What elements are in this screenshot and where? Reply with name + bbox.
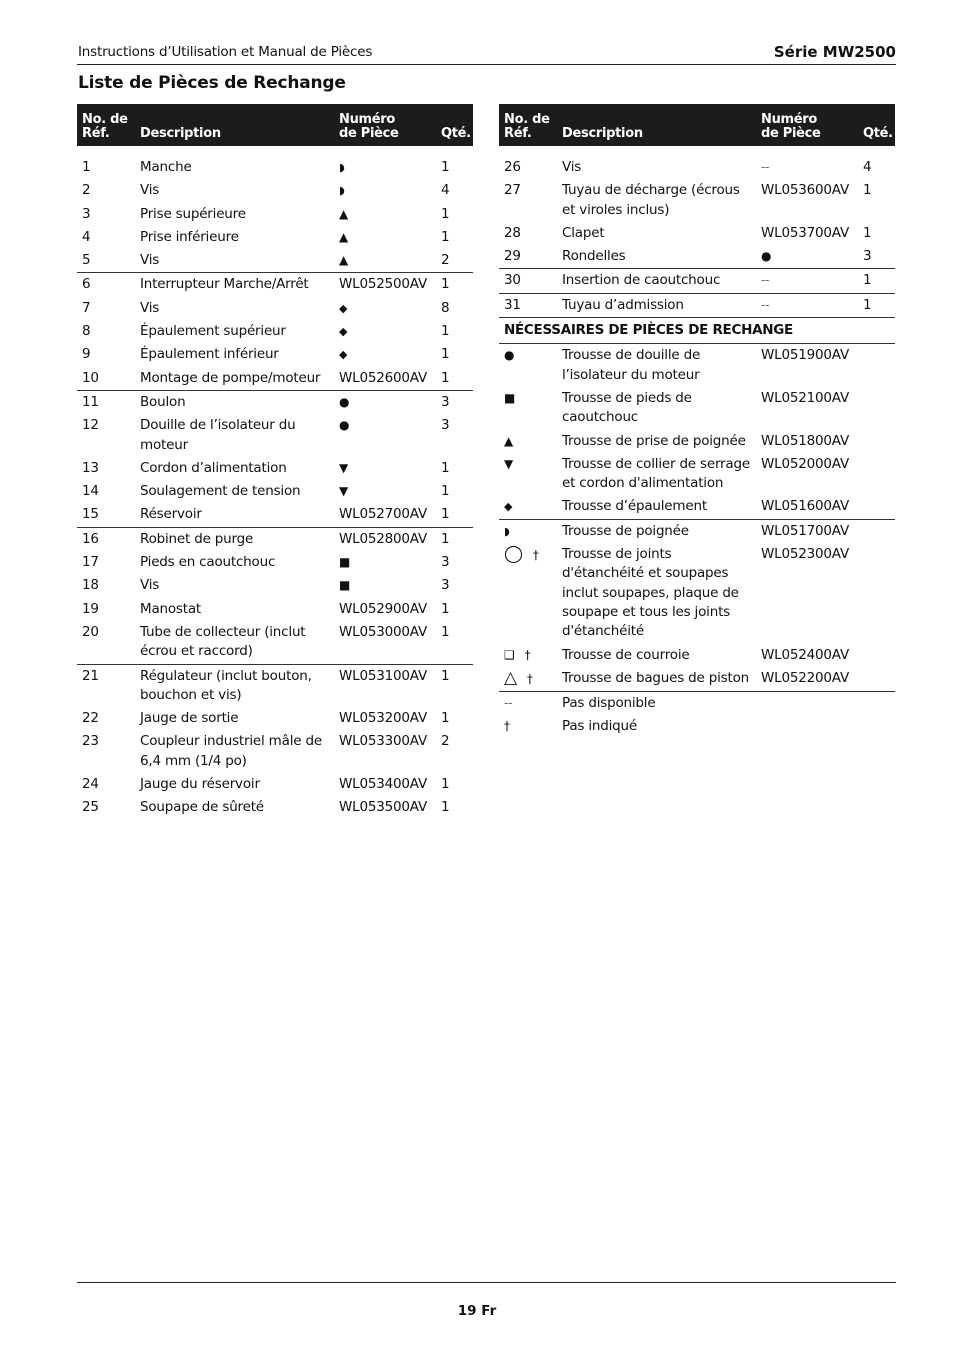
description-cell: Tuyau de décharge (écrous et viroles inclus)	[562, 182, 740, 218]
square-icon: ■	[339, 555, 351, 570]
table-row	[77, 457, 473, 480]
kit-row	[499, 387, 895, 430]
kit-row	[499, 519, 895, 543]
ref-number-cell: 21	[77, 664, 135, 707]
table-row	[77, 527, 473, 551]
description-cell: Douille de l’isolateur du moteur	[140, 417, 296, 453]
description-cell: Interrupteur Marche/Arrêt	[135, 273, 334, 297]
quantity-cell: 1	[441, 710, 450, 727]
kit-symbol-cell	[499, 430, 557, 453]
triangle-down-icon: ▼	[504, 456, 514, 471]
part-number-cell: WL053100AV	[334, 664, 436, 707]
kit-description-cell: Trousse de prise de poignée	[562, 432, 746, 449]
description-cell: Manche	[140, 159, 192, 175]
quantity-cell: 1	[863, 224, 872, 241]
quantity-cell: 4	[441, 182, 450, 199]
kit-row	[499, 644, 895, 667]
quantity-cell: 1	[441, 369, 450, 386]
kit-part-number-cell: WL052400AV	[761, 646, 850, 663]
kit-description-cell: Trousse de courroie	[562, 646, 690, 663]
table-row	[77, 551, 473, 574]
kit-symbol-cell	[499, 495, 557, 519]
description-cell: Insertion de caoutchouc	[557, 269, 756, 293]
ref-number-cell: 9	[82, 346, 91, 363]
quantity-cell: 1	[436, 527, 473, 551]
part-number-cell: --	[756, 269, 858, 293]
quantity-cell: 1	[436, 273, 473, 297]
description-cell: Tuyau d’admission	[557, 293, 756, 317]
table-row	[77, 273, 473, 297]
table-row	[499, 222, 895, 245]
kit-symbol-cell	[499, 667, 557, 692]
kit-row	[499, 543, 895, 643]
triangle-outline-icon: △	[504, 667, 517, 688]
table-row	[499, 245, 895, 269]
dagger-icon: †	[524, 647, 531, 662]
kit-part-number-cell: WL051700AV	[756, 519, 858, 543]
quantity-cell: 3	[441, 554, 450, 571]
description-cell: Vis	[140, 577, 160, 594]
circle-outline-icon: ◯	[504, 544, 523, 565]
kit-row	[499, 344, 895, 387]
table-row	[77, 598, 473, 621]
legend-row	[499, 692, 895, 716]
square-icon: ■	[339, 578, 351, 593]
description-cell: Soulagement de tension	[140, 483, 301, 500]
legend-row	[499, 715, 895, 738]
quantity-cell: 1	[441, 228, 450, 245]
description-cell: Vis	[562, 159, 582, 175]
ref-number-cell: 24	[82, 776, 99, 793]
description-cell: Rondelles	[562, 248, 626, 265]
kit-part-number-cell: WL051900AV	[761, 347, 850, 364]
kit-description-cell: Trousse de bagues de piston	[557, 667, 756, 692]
kit-symbol-cell	[499, 453, 557, 496]
ref-number-cell: 2	[82, 182, 91, 199]
circle-icon: ●	[334, 390, 436, 414]
circle-icon: ●	[339, 418, 350, 433]
ref-number-cell: 20	[82, 623, 99, 640]
quantity-cell: 1	[441, 323, 450, 340]
col-qty-header: Qté.	[858, 104, 895, 146]
quantity-cell: 1	[858, 293, 895, 317]
quantity-cell: 1	[436, 664, 473, 707]
table-row	[499, 179, 895, 222]
ref-number-cell: 14	[82, 483, 99, 500]
kit-symbol-cell	[499, 519, 557, 543]
header-divider	[77, 64, 896, 65]
kit-description-cell: Trousse de douille de l’isolateur du moteur	[562, 347, 701, 383]
quantity-cell: 1	[441, 159, 450, 175]
diamond-icon: ◆	[339, 325, 348, 339]
table-row	[77, 343, 473, 366]
description-cell: Épaulement inférieur	[140, 346, 279, 363]
col-ref-header: No. de Réf.	[499, 104, 557, 146]
quantity-cell: 8	[441, 299, 450, 316]
square-icon: ■	[504, 390, 516, 405]
table-row	[77, 707, 473, 730]
parts-table-header	[77, 104, 473, 146]
table-row	[499, 293, 895, 317]
description-cell: Tube de collecteur (inclut écrou et raccord)	[140, 623, 306, 660]
description-cell: Clapet	[562, 224, 605, 241]
kit-description-cell: Trousse de pieds de caoutchouc	[562, 389, 692, 426]
triangle-up-icon: ▲	[339, 253, 349, 268]
circle-icon: ●	[504, 348, 515, 363]
kit-row	[499, 453, 895, 496]
table-row	[499, 269, 895, 293]
table-row	[77, 320, 473, 343]
quantity-cell: 3	[441, 577, 450, 594]
col-description-header: Description	[557, 104, 756, 146]
page-title: Liste de Pièces de Rechange	[78, 73, 346, 93]
kit-part-number-cell: WL052300AV	[761, 546, 850, 563]
table-row	[77, 621, 473, 664]
kit-symbol-cell	[499, 644, 557, 667]
triangle-down-icon: ▼	[339, 484, 349, 499]
quantity-cell: 1	[441, 799, 450, 816]
quantity-cell: 1	[441, 506, 450, 523]
diamond-icon: ◆	[339, 348, 348, 362]
half-circle-icon: ◗	[339, 161, 345, 174]
description-cell: Régulateur (inclut bouton, bouchon et vis)	[135, 664, 334, 707]
part-number-cell: WL052800AV	[334, 527, 436, 551]
quantity-cell: 1	[441, 600, 450, 617]
description-cell: Soupape de sûreté	[140, 799, 264, 816]
document-header-title: Instructions d’Utilisation et Manual de Pièces	[78, 44, 373, 60]
parts-table-header	[499, 104, 895, 146]
part-number-cell: WL053400AV	[339, 776, 428, 793]
col-description-header: Description	[135, 104, 334, 146]
col-part-number-header: Numéro de Pièce	[756, 104, 858, 146]
ref-number-cell: 17	[82, 554, 99, 571]
quantity-cell: 4	[863, 159, 872, 175]
description-cell: Vis	[140, 299, 160, 316]
ref-number-cell: 3	[82, 205, 91, 222]
ref-number-cell: 26	[504, 159, 521, 175]
description-cell: Robinet de purge	[135, 527, 334, 551]
kit-symbol-cell	[499, 543, 557, 643]
part-number-cell: WL053200AV	[339, 710, 428, 727]
table-row	[77, 503, 473, 527]
ref-number-cell: 10	[82, 369, 99, 386]
part-number-cell: WL053700AV	[761, 224, 850, 241]
half-circle-icon: ◗	[504, 524, 510, 538]
footer-divider	[77, 1282, 896, 1283]
kit-row	[499, 430, 895, 453]
table-row	[77, 297, 473, 320]
quantity-cell: 3	[863, 248, 872, 265]
ref-number-cell: 23	[82, 733, 99, 750]
table-row	[77, 664, 473, 707]
quantity-cell: 1	[441, 346, 450, 363]
quantity-cell: 1	[441, 776, 450, 793]
triangle-up-icon: ▲	[339, 206, 349, 221]
table-row	[77, 730, 473, 773]
legend-description: Pas indiqué	[562, 718, 637, 735]
description-cell: Prise supérieure	[140, 205, 246, 222]
table-row	[77, 156, 473, 179]
ref-number-cell: 25	[82, 799, 99, 816]
part-number-cell: WL053500AV	[339, 799, 428, 816]
dash-symbol: --	[504, 696, 513, 711]
ref-number-cell: 22	[82, 710, 99, 727]
quantity-cell: 1	[441, 205, 450, 222]
ref-number-cell: 19	[82, 600, 99, 617]
half-circle-icon: ◗	[339, 184, 345, 198]
table-row	[77, 179, 473, 202]
table-row	[77, 414, 473, 457]
page-number: 19 Fr	[457, 1303, 497, 1319]
description-cell: Cordon d’alimentation	[140, 459, 287, 476]
part-number-cell: WL053300AV	[339, 733, 428, 750]
description-cell: Prise inférieure	[140, 228, 239, 245]
table-row	[77, 480, 473, 503]
quantity-cell: 2	[441, 733, 450, 750]
dagger-icon: †	[526, 671, 533, 686]
diamond-icon: ◆	[504, 500, 513, 514]
square-outline-icon: ❑	[504, 647, 515, 662]
description-cell: Vis	[140, 252, 160, 269]
kit-description-cell: Trousse de collier de serrage et cordon d'alimentation	[562, 455, 750, 492]
quantity-cell: 2	[441, 252, 450, 269]
quantity-cell: 1	[858, 269, 895, 293]
ref-number-cell: 5	[82, 252, 91, 269]
diamond-icon: ◆	[339, 301, 348, 315]
part-number-cell: WL053600AV	[761, 182, 850, 199]
part-number-cell: WL053000AV	[339, 623, 428, 640]
kits-section-title: NÉCESSAIRES DE PIÈCES DE RECHANGE	[499, 318, 895, 344]
kit-description-cell: Trousse d’épaulement	[562, 498, 707, 515]
table-row	[499, 156, 895, 179]
description-cell: Réservoir	[140, 506, 202, 523]
quantity-cell: 3	[441, 417, 450, 434]
triangle-up-icon: ▲	[504, 433, 514, 448]
kit-row	[499, 495, 895, 519]
description-cell: Jauge du réservoir	[140, 776, 260, 793]
table-row	[77, 574, 473, 597]
ref-number-cell: 31	[499, 293, 557, 317]
kit-description-cell: Trousse de joints d'étanchéité et soupapes inclut soupapes, plaque de soupape et tous les joints d'étanchéité	[562, 546, 739, 640]
table-row	[77, 226, 473, 249]
ref-number-cell: 8	[82, 323, 91, 340]
part-number-cell: WL052900AV	[339, 600, 428, 617]
ref-number-cell: 30	[499, 269, 557, 293]
col-part-number-header: Numéro de Pièce	[334, 104, 436, 146]
legend-description: Pas disponible	[562, 695, 656, 712]
table-row	[77, 203, 473, 226]
ref-number-cell: 18	[82, 577, 99, 594]
dagger-icon: †	[504, 719, 510, 734]
ref-number-cell: 1	[82, 159, 91, 175]
kit-part-number-cell: WL051800AV	[761, 432, 850, 449]
ref-number-cell: 11	[77, 390, 135, 414]
table-row	[77, 773, 473, 796]
kit-symbol-cell	[499, 387, 557, 430]
part-number-cell: --	[756, 293, 858, 317]
triangle-up-icon: ▲	[339, 229, 349, 244]
circle-icon: ●	[761, 249, 772, 264]
description-cell: Vis	[140, 182, 160, 199]
dagger-icon: †	[532, 548, 539, 563]
kit-part-number-cell: WL052100AV	[761, 389, 850, 406]
triangle-down-icon: ▼	[339, 460, 349, 475]
ref-number-cell: 29	[504, 248, 521, 265]
ref-number-cell: 12	[82, 417, 99, 434]
part-number-cell: WL052500AV	[334, 273, 436, 297]
table-row	[77, 249, 473, 273]
quantity-cell: 3	[436, 390, 473, 414]
description-cell: Boulon	[135, 390, 334, 414]
ref-number-cell: 4	[82, 228, 91, 245]
kit-part-number-cell: WL052200AV	[756, 667, 858, 692]
quantity-cell: 1	[441, 483, 450, 500]
description-cell: Coupleur industriel mâle de 6,4 mm (1/4 po)	[140, 733, 322, 769]
table-row	[77, 367, 473, 391]
part-number-cell: --	[761, 160, 770, 174]
table-row	[77, 796, 473, 819]
kit-symbol-cell	[499, 344, 557, 387]
table-row	[77, 390, 473, 414]
ref-number-cell: 13	[82, 459, 99, 476]
parts-table-right	[499, 104, 895, 739]
ref-number-cell: 15	[82, 506, 99, 523]
parts-table-left	[77, 104, 473, 820]
description-cell: Pieds en caoutchouc	[140, 554, 276, 571]
kits-section-header	[499, 318, 895, 344]
ref-number-cell: 6	[77, 273, 135, 297]
quantity-cell: 1	[441, 459, 450, 476]
ref-number-cell: 16	[77, 527, 135, 551]
ref-number-cell: 28	[504, 224, 521, 241]
description-cell: Jauge de sortie	[140, 710, 239, 727]
ref-number-cell: 27	[504, 182, 521, 199]
description-cell: Épaulement supérieur	[140, 323, 286, 340]
quantity-cell: 1	[863, 182, 872, 199]
description-cell: Manostat	[140, 600, 202, 617]
part-number-cell: WL052700AV	[339, 506, 428, 523]
ref-number-cell: 7	[82, 299, 91, 316]
kit-description-cell: Trousse de poignée	[557, 519, 756, 543]
col-qty-header: Qté.	[436, 104, 473, 146]
description-cell: Montage de pompe/moteur	[140, 369, 321, 386]
kit-row	[499, 667, 895, 692]
kit-part-number-cell: WL051600AV	[761, 498, 850, 515]
col-ref-header: No. de Réf.	[77, 104, 135, 146]
part-number-cell: WL052600AV	[339, 369, 428, 386]
quantity-cell: 1	[441, 623, 450, 640]
series-label: Série MW2500	[773, 43, 896, 61]
kit-part-number-cell: WL052000AV	[761, 455, 850, 472]
